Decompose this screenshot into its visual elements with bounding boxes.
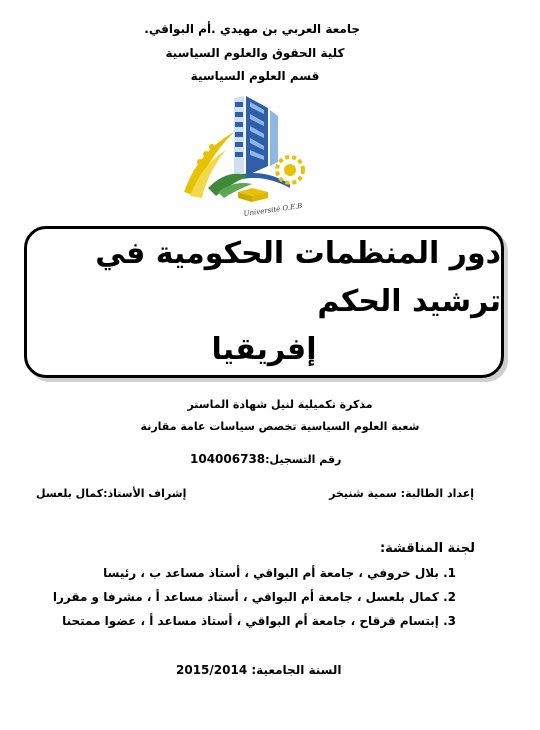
memo-description: مذكرة تكميلية لنيل شهادة الماستر: [187, 398, 373, 411]
committee-member: 1. بلال خروفي ، جامعة أم البواقي ، أستاذ مساعد ب ، رئيسا: [103, 566, 456, 580]
thesis-title-line-1: دور المنظمات الحكومية في ترشيد الحكم: [95, 236, 501, 319]
supervisor-name: إشراف الأستاذ:كمال بلعسل: [36, 487, 187, 500]
student-name: إعداد الطالبة: سمية شنيخر: [329, 487, 474, 500]
registration-label: رقم التسجيل:: [265, 453, 342, 466]
department-name: قسم العلوم السياسية: [190, 69, 320, 83]
registration-number: [190, 452, 341, 466]
registration-value: 104006738: [190, 452, 266, 466]
branch-specialization: شعبة العلوم السياسية تخصص سياسات عامة مقارنة: [140, 420, 420, 433]
university-name: جامعة العربي بن مهيدي .أم البواقي.: [144, 22, 360, 36]
thesis-title-line-2: إفريقيا: [211, 332, 317, 367]
university-logo-icon: [178, 92, 328, 222]
committee-title: لجنة المناقشة:: [379, 541, 475, 556]
logo-caption: Université O.E.B: [243, 201, 303, 218]
faculty-name: كلية الحقوق والعلوم السياسية: [165, 46, 345, 60]
thesis-title-box: [24, 226, 504, 378]
committee-member: 3. إبتسام قرقاح ، جامعة أم البواقي ، أستاذ مساعد أ ، عضوا ممتحنا: [62, 614, 456, 628]
academic-year: السنة الجامعية: 2015/2014: [176, 663, 342, 677]
committee-member: 2. كمال بلعسل ، جامعة أم البواقي ، أستاذ مساعد أ ، مشرفا و مقررا: [52, 590, 456, 604]
